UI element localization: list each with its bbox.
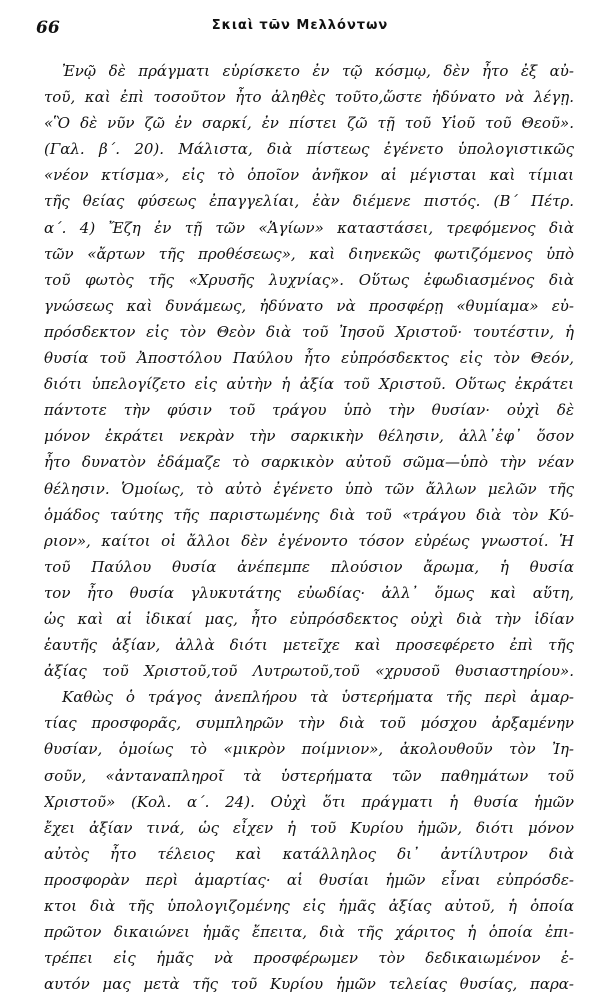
text-line: αὐτὸς ἦτο τέλειος καὶ κατάλληλος δι᾽ ἀντίλυτρον διὰ	[44, 844, 574, 863]
text-line: Καθὼς ὁ τράγος ἀνεπλήρου τὰ ὑστερήματα τῆς περὶ ἁμαρ-	[62, 688, 574, 707]
text-line: τοῦ φωτὸς τῆς «Χρυσῆς λυχνίας». Οὕτως ἐφωδιασμένος διὰ	[44, 270, 574, 289]
text-line: τρέπει εἰς ἡμᾶς νὰ προσφέρωμεν τὸν δεδικαιωμένον ἑ-	[44, 949, 574, 968]
text-line: μόνον ἐκράτει νεκρὰν τὴν σαρκικὴν θέλησιν, ἀλλ᾽ἐφ᾽ ὅσον	[44, 427, 574, 446]
body-text	[44, 58, 574, 997]
text-line: πάντοτε τὴν φύσιν τοῦ τράγου ὑπὸ τὴν θυσίαν· οὐχὶ δὲ	[44, 401, 574, 420]
text-line: «νέον κτίσμα», εἰς τὸ ὁποῖον ἀνῆκον αἱ μέγισται καὶ τίμιαι	[44, 166, 574, 185]
text-line: θυσία τοῦ Ἀποστόλου Παύλου ἦτο εὐπρόσδεκτος εἰς τὸν Θεόν,	[44, 349, 574, 368]
text-line: ἦτο δυνατὸν ἐδάμαζε τὸ σαρκικὸν αὐτοῦ σῶμα—ὑπὸ τὴν νέαν	[44, 453, 574, 472]
text-line: ὡς καὶ αἱ ἰδικαί μας, ἦτο εὐπρόσδεκτος οὐχὶ διὰ τὴν ἰδίαν	[44, 609, 574, 628]
text-line: αυτόν μας μετὰ τῆς τοῦ Κυρίου ἡμῶν τελείας θυσίας, παρα-	[44, 975, 574, 994]
text-line: θέλησιν. Ὁμοίως, τὸ αὐτὸ ἐγένετο ὑπὸ τῶν ἄλλων μελῶν τῆς	[44, 479, 574, 498]
text-line: σοῦν, «ἀνταναπληροῖ τὰ ὑστερήματα τῶν παθημάτων τοῦ	[44, 766, 574, 785]
text-line: θυσίαν, ὁμοίως τὸ «μικρὸν ποίμνιον», ἀκολουθοῦν τὸν Ἰη-	[44, 740, 574, 759]
text-line: Ἐνῷ δὲ πράγματι εὑρίσκετο ἐν τῷ κόσμῳ, δὲν ἦτο ἐξ αὐ-	[62, 62, 574, 80]
text-line: τῶν «ἄρτων τῆς προθέσεως», καὶ διηνεκῶς φωτιζόμενος ὑπὸ	[44, 244, 574, 263]
text-line: (Γαλ. β΄. 20). Μάλιστα, διὰ πίστεως ἐγένετο ὑπολογιστικῶς	[44, 140, 574, 159]
text-line: προσφορὰν περὶ ἁμαρτίας· αἱ θυσίαι ἡμῶν εἶναι εὐπρόσδε-	[44, 870, 574, 889]
text-line: ριον», καίτοι οἱ ἄλλοι δὲν ἐγένοντο τόσον εὐρέως γνωστοί. Ἡ	[44, 531, 574, 550]
text-line: ἑαυτῆς ἀξίαν, ἀλλὰ διότι μετεῖχε καὶ προσεφέρετο ἐπὶ τῆς	[44, 636, 574, 655]
text-line: πρῶτον δικαιώνει ἡμᾶς ἔπειτα, διὰ τῆς χάριτος ἡ ὁποία ἐπι-	[44, 923, 574, 942]
text-line: κτοι διὰ τῆς ὑπολογιζομένης εἰς ἡμᾶς ἀξίας αὐτοῦ, ἡ ὁποία	[44, 897, 574, 915]
text-line: τίας προσφορᾶς, συμπληρῶν τὴν διὰ τοῦ μόσχου ἀρξαμένην	[44, 714, 574, 733]
text-line: ἀξίας τοῦ Χριστοῦ,τοῦ Λυτρωτοῦ,τοῦ «χρυσοῦ θυσιαστηρίου».	[44, 662, 574, 681]
running-head	[36, 18, 564, 42]
text-line: τον ἦτο θυσία γλυκυτάτης εὐωδίας· ἀλλ᾽ ὅμως καὶ αὕτη,	[44, 583, 574, 602]
page-number: 66	[36, 18, 60, 38]
text-line: ὁμάδος ταύτης τῆς παριστωμένης διὰ τοῦ «τράγου διὰ τὸν Κύ-	[44, 505, 574, 524]
text-line: τῆς θείας φύσεως ἐπαγγελίαι, ἐὰν διέμενε πιστός. (Β΄ Πέτρ.	[44, 192, 574, 211]
text-line: ἔχει ἀξίαν τινά, ὡς εἶχεν ἡ τοῦ Κυρίου ἡμῶν, διότι μόνον	[44, 818, 574, 837]
running-title: Σκιαὶ τῶν Μελλόντων	[211, 18, 389, 33]
text-line: γνώσεως καὶ δυνάμεως, ἠδύνατο νὰ προσφέρῃ «θυμίαμα» εὐ-	[44, 296, 574, 315]
text-line: πρόσδεκτον εἰς τὸν Θεὸν διὰ τοῦ Ἰησοῦ Χριστοῦ· τουτέστιν, ἡ	[44, 322, 574, 341]
text-line: τοῦ, καὶ ἐπὶ τοσοῦτον ἦτο ἀληθὲς τοῦτο,ὥστε ἠδύνατο νὰ λέγῃ.	[44, 88, 574, 107]
text-line: Χριστοῦ» (Κολ. α΄. 24). Οὐχὶ ὅτι πράγματι ἡ θυσία ἡμῶν	[44, 792, 574, 811]
text-line: διότι ὑπελογίζετο εἰς αὐτὴν ἡ ἀξία τοῦ Χριστοῦ. Οὕτως ἐκράτει	[44, 375, 574, 394]
text-line: «Ὃ δὲ νῦν ζῶ ἐν σαρκί, ἐν πίστει ζῶ τῇ τοῦ Υἱοῦ τοῦ Θεοῦ».	[44, 114, 574, 133]
text-line: α΄. 4) Ἔζη ἐν τῇ τῶν «Ἁγίων» καταστάσει, τρεφόμενος διὰ	[44, 218, 574, 237]
text-line: τοῦ Παύλου θυσία ἀνέπεμπε πλούσιον ἄρωμα, ἡ θυσία	[44, 557, 574, 576]
